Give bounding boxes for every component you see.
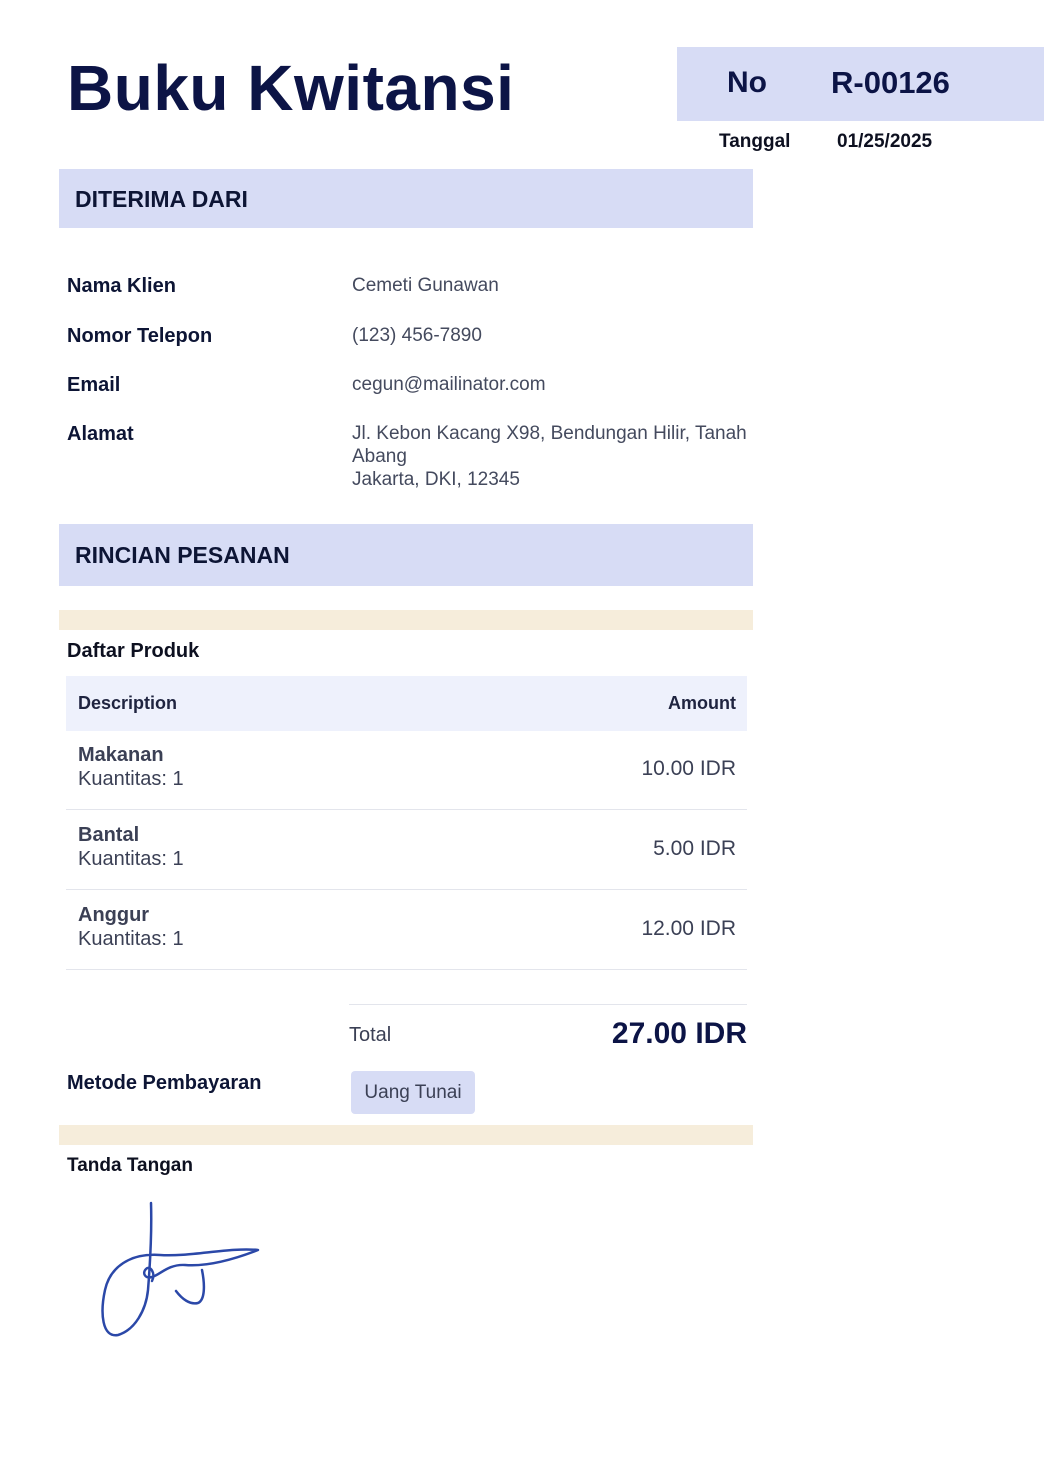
date-label: Tanggal (719, 131, 791, 152)
table-header (66, 676, 747, 731)
table-row (66, 730, 747, 810)
item-name: Bantal (78, 824, 140, 846)
address-value (352, 422, 752, 491)
item-quantity: Kuantitas: 1 (78, 928, 184, 950)
product-list-label: Daftar Produk (67, 640, 200, 662)
item-name: Makanan (78, 744, 164, 766)
divider-strip (59, 610, 753, 630)
item-amount: 5.00 IDR (653, 837, 736, 860)
signature-stroke (176, 1270, 204, 1303)
receipt-number-value: R-00126 (831, 65, 950, 100)
item-name: Anggur (78, 904, 150, 926)
item-quantity: Kuantitas: 1 (78, 768, 184, 790)
order-details-header (59, 524, 753, 586)
item-quantity: Kuantitas: 1 (78, 848, 184, 870)
payment-method-badge: Uang Tunai (351, 1071, 475, 1114)
address-label: Alamat (67, 423, 134, 445)
address-line-1: Jl. Kebon Kacang X98, Bendungan Hilir, Tanah Abang (352, 423, 747, 467)
column-amount: Amount (668, 693, 736, 713)
received-from-header (59, 169, 753, 228)
receipt-number-box (677, 47, 1044, 121)
signature-image (90, 1195, 280, 1345)
receipt-number-label: No (727, 66, 767, 99)
email-label: Email (67, 374, 121, 396)
order-details-heading: RINCIAN PESANAN (75, 542, 290, 568)
table-row (66, 810, 747, 890)
column-description: Description (78, 693, 178, 713)
email-value: cegun@mailinator.com (352, 374, 546, 395)
table-row (66, 890, 747, 970)
total-divider (349, 1004, 747, 1005)
total-label: Total (349, 1024, 392, 1046)
signature-label: Tanda Tangan (67, 1155, 193, 1176)
item-amount: 10.00 IDR (641, 757, 736, 780)
total-value: 27.00 IDR (611, 1017, 747, 1050)
client-name-value: Cemeti Gunawan (352, 275, 499, 296)
client-name-label: Nama Klien (67, 275, 176, 297)
date-value: 01/25/2025 (837, 131, 933, 152)
received-from-heading: DITERIMA DARI (75, 186, 248, 212)
signature-stroke (103, 1203, 258, 1335)
address-line-2: Jakarta, DKI, 12345 (352, 469, 520, 490)
phone-label: Nomor Telepon (67, 325, 213, 347)
page-title: Buku Kwitansi (67, 52, 515, 124)
payment-method-label: Metode Pembayaran (67, 1072, 262, 1094)
item-amount: 12.00 IDR (641, 917, 736, 940)
phone-value: (123) 456-7890 (352, 325, 482, 346)
divider-strip (59, 1125, 753, 1145)
